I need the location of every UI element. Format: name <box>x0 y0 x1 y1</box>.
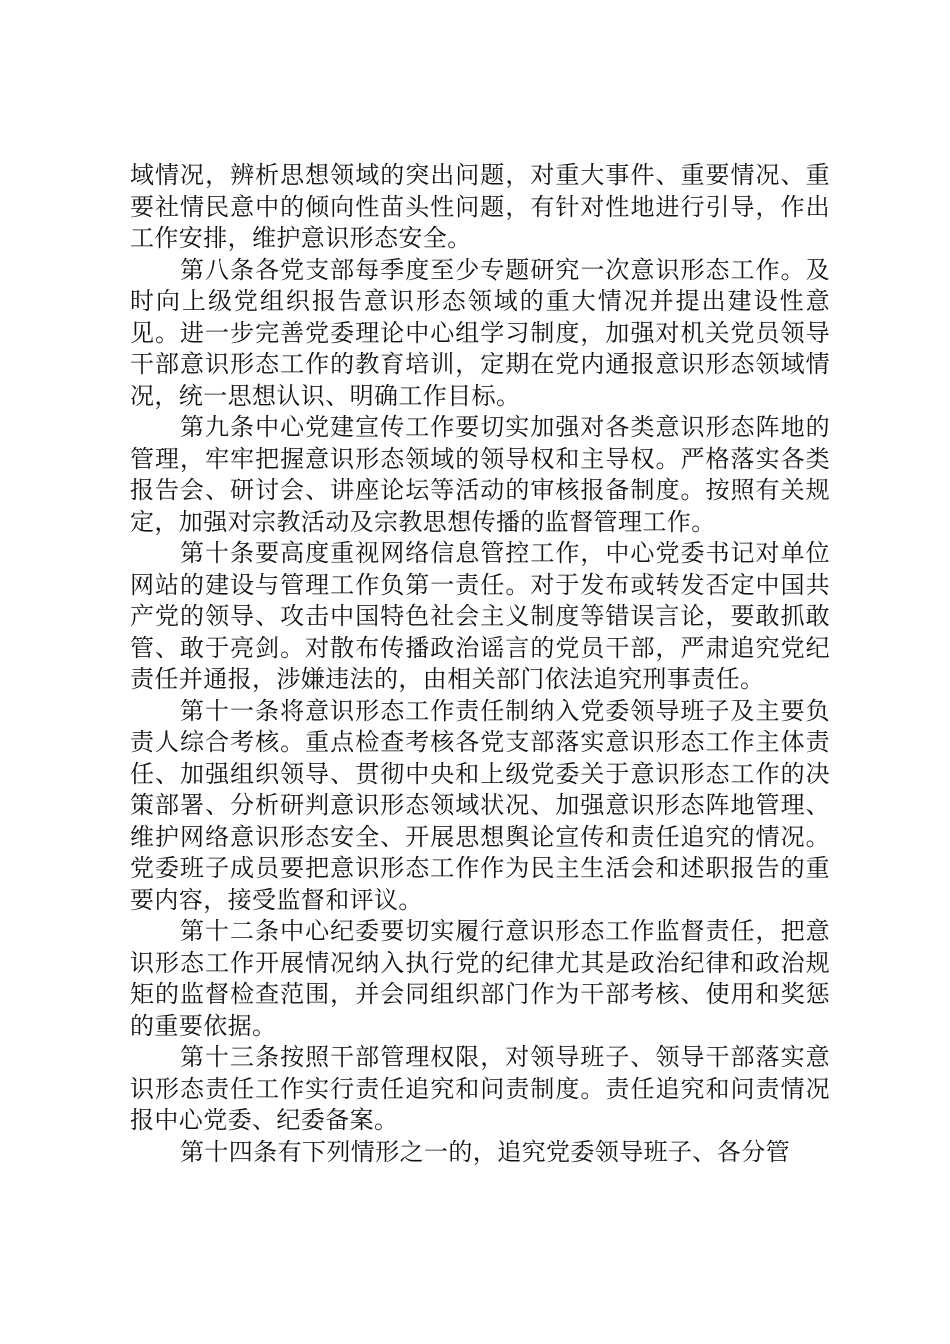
paragraph-article-10: 第十条要高度重视网络信息管控工作，中心党委书记对单位网站的建设与管理工作负第一责任。对于发布或转发否定中国共产党的领导、攻击中国特色社会主义制度等错误言论，要敢抓敢管、敢于亮剑。对散布传播政治谣言的党员干部，严肃追究党纪责任并通报，涉嫌违法的，由相关部门依法追究刑事责任。 <box>130 539 830 693</box>
paragraph-article-8: 第八条各党支部每季度至少专题研究一次意识形态工作。及时向上级党组织报告意识形态领域的重大情况并提出建设性意见。进一步完善党委理论中心组学习制度，加强对机关党员领导干部意识形态工作的教育培训，定期在党内通报意识形态领域情况，统一思想认识、明确工作目标。 <box>130 255 830 410</box>
paragraph-continuation: 域情况，辨析思想领域的突出问题，对重大事件、重要情况、重要社情民意中的倾向性苗头性问题，有针对性地进行引导，作出工作安排，维护意识形态安全。 <box>130 161 830 252</box>
paragraph-article-12: 第十二条中心纪委要切实履行意识形态工作监督责任，把意识形态工作开展情况纳入执行党的纪律尤其是政治纪律和政治规矩的监督检查范围，并会同组织部门作为干部考核、使用和奖惩的重要依据。 <box>130 917 830 1040</box>
paragraph-article-11: 第十一条将意识形态工作责任制纳入党委领导班子及主要负责人综合考核。重点检查考核各党支部落实意识形态工作主体责任、加强组织领导、贯彻中央和上级党委关于意识形态工作的决策部署、分析研判意识形态领域状况、加强意识形态阵地管理、维护网络意识形态安全、开展思想舆论宣传和责任追究的情况。党委班子成员要把意识形态工作作为民主生活会和述职报告的重要内容，接受监督和评议。 <box>130 696 830 914</box>
paragraph-article-14: 第十四条有下列情形之一的，追究党委领导班子、各分管 <box>180 1137 790 1166</box>
document-body <box>130 160 830 1168</box>
paragraph-article-9: 第九条中心党建宣传工作要切实加强对各类意识形态阵地的管理，牢牢把握意识形态领域的领导权和主导权。严格落实各类报告会、研讨会、讲座论坛等活动的审核报备制度。按照有关规定，加强对宗教活动及宗教思想传播的监督管理工作。 <box>130 413 830 536</box>
paragraph-article-13: 第十三条按照干部管理权限，对领导班子、领导干部落实意识形态责任工作实行责任追究和问责制度。责任追究和问责情况报中心党委、纪委备案。 <box>130 1043 830 1134</box>
